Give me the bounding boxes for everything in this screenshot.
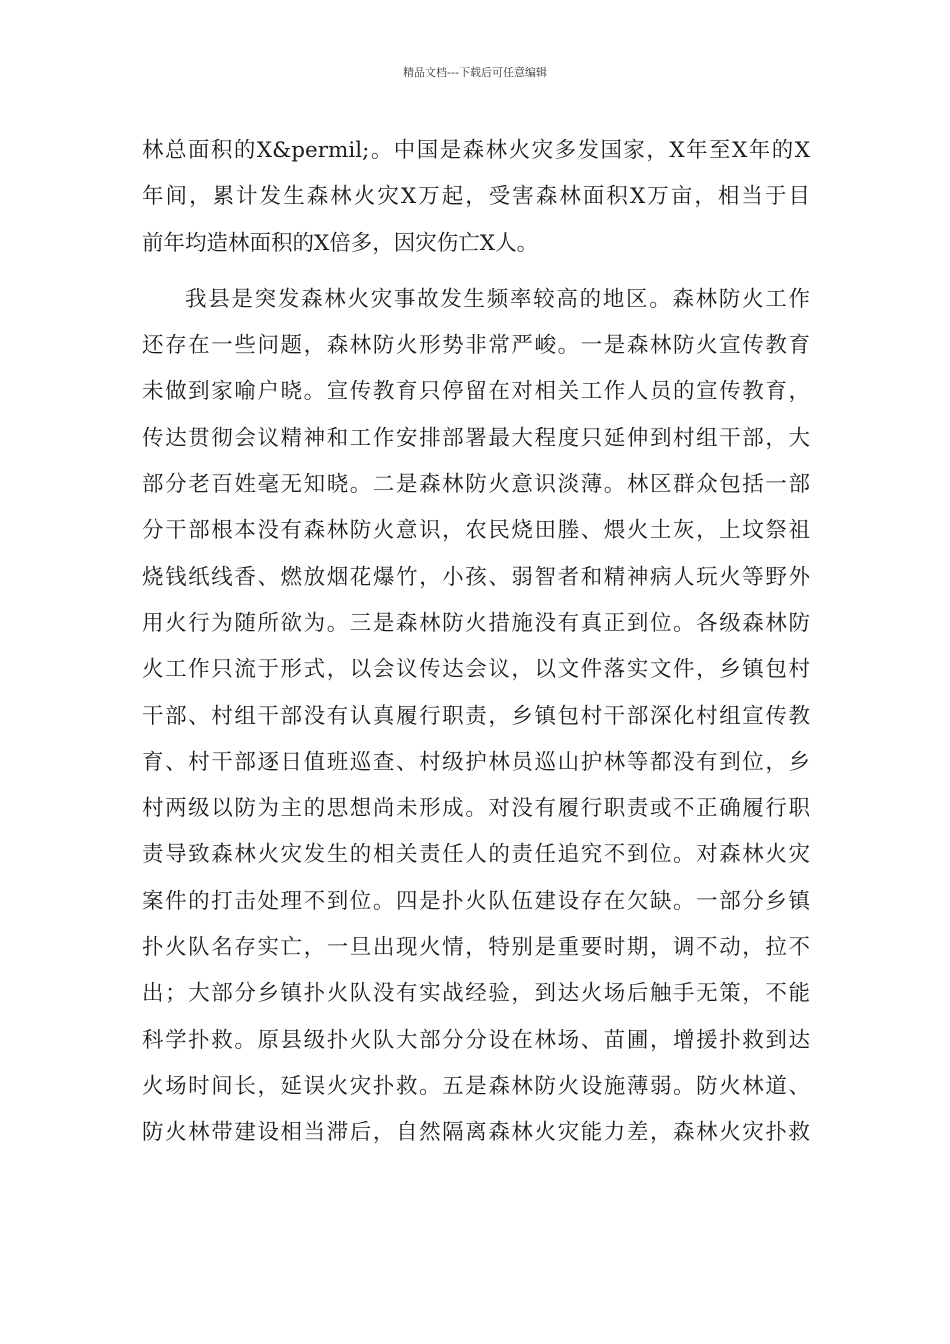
text-line: 扑火队名存实亡，一旦出现火情，特别是重要时期，调不动，拉不 bbox=[142, 935, 810, 961]
text-line: 防火林带建设相当滞后，自然隔离森林火灾能力差，森林火灾扑救 bbox=[142, 1120, 810, 1146]
text-line: 火工作只流于形式，以会议传达会议，以文件落实文件，乡镇包村 bbox=[142, 657, 810, 683]
text-line: 科学扑救。原县级扑火队大部分分设在林场、苗圃，增援扑救到达 bbox=[142, 1027, 810, 1053]
text-line: 火场时间长，延误火灾扑救。五是森林防火设施薄弱。防火林道、 bbox=[142, 1073, 810, 1099]
text-line: 村两级以防为主的思想尚未形成。对没有履行职责或不正确履行职 bbox=[142, 796, 810, 822]
document-body bbox=[142, 128, 810, 1157]
text-line: 干部、村组干部没有认真履行职责，乡镇包村干部深化村组宣传教 bbox=[142, 703, 810, 729]
paragraph-1 bbox=[142, 128, 810, 267]
text-line: 我县是突发森林火灾事故发生频率较高的地区。森林防火工作 bbox=[185, 286, 810, 312]
text-line: 用火行为随所欲为。三是森林防火措施没有真正到位。各级森林防 bbox=[142, 610, 810, 636]
text-line: 烧钱纸线香、燃放烟花爆竹，小孩、弱智者和精神病人玩火等野外 bbox=[142, 564, 810, 590]
text-line: 责导致森林火灾发生的相关责任人的责任追究不到位。对森林火灾 bbox=[142, 842, 810, 868]
text-line: 未做到家喻户晓。宣传教育只停留在对相关工作人员的宣传教育， bbox=[142, 379, 810, 405]
text-line: 传达贯彻会议精神和工作安排部署最大程度只延伸到村组干部，大 bbox=[142, 425, 810, 451]
paragraph-2 bbox=[142, 277, 810, 1157]
text-line: 出；大部分乡镇扑火队没有实战经验，到达火场后触手无策，不能 bbox=[142, 981, 810, 1007]
page-header: 精品文档---下载后可任意编辑 bbox=[403, 66, 547, 79]
text-line: 育、村干部逐日值班巡查、村级护林员巡山护林等都没有到位，乡 bbox=[142, 749, 810, 775]
text-line: 案件的打击处理不到位。四是扑火队伍建设存在欠缺。一部分乡镇 bbox=[142, 888, 810, 914]
text-line: 部分老百姓毫无知晓。二是森林防火意识淡薄。林区群众包括一部 bbox=[142, 472, 810, 498]
text-line: 分干部根本没有森林防火意识，农民烧田塍、煨火土灰，上坟祭祖 bbox=[142, 518, 810, 544]
text-line: 年间，累计发生森林火灾X万起，受害森林面积X万亩，相当于目 bbox=[142, 184, 810, 210]
text-line: 前年均造林面积的X倍多，因灾伤亡X人。 bbox=[142, 230, 539, 256]
text-line: 林总面积的X&permil;。中国是森林火灾多发国家，X年至X年的X bbox=[142, 138, 810, 163]
text-line: 还存在一些问题，森林防火形势非常严峻。一是森林防火宣传教育 bbox=[142, 333, 810, 359]
